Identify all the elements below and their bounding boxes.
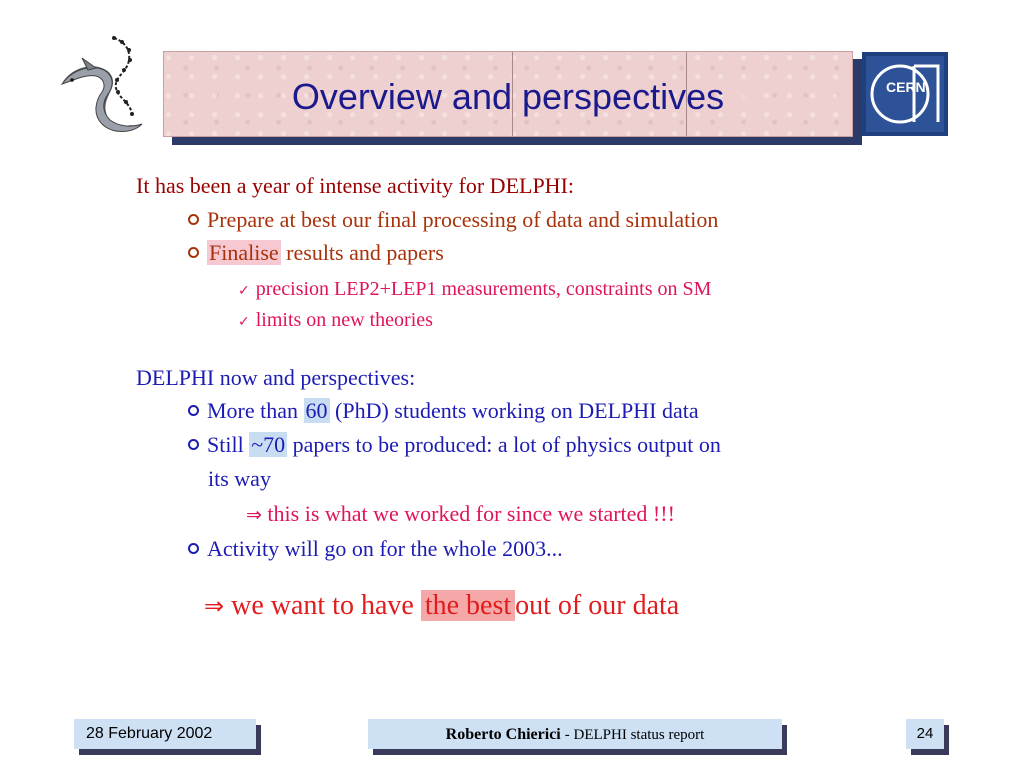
section2-bullet-2 <box>188 432 721 458</box>
section2-bullet-3 <box>188 536 563 562</box>
delphi-dolphin-logo <box>52 30 162 140</box>
checkmark-icon: ✓ <box>238 314 250 330</box>
the-best-highlight: the best <box>421 590 515 621</box>
footer-report: - DELPHI status report <box>564 727 705 743</box>
section2-bullet-2-a: Still <box>207 432 244 457</box>
bullet-circle-icon <box>188 543 199 554</box>
section2-bullet-2-continuation: its way <box>208 466 271 491</box>
cern-logo-text: CERN <box>886 79 926 95</box>
section2-heading: DELPHI now and perspectives: <box>136 365 416 390</box>
slide-title: Overview and perspectives <box>291 76 725 117</box>
students-count-highlight: 60 <box>305 398 328 423</box>
title-banner <box>163 51 853 137</box>
footer-page-box <box>906 719 944 749</box>
section1-sub-2 <box>238 309 433 332</box>
finalise-highlight: Finalise <box>209 240 279 265</box>
section2-bullet-1-a: More than <box>207 398 299 423</box>
conclusion-line <box>204 590 679 622</box>
checkmark-icon: ✓ <box>238 283 250 299</box>
section2-bullet-2-b: papers to be produced: a lot of physics output on <box>292 432 721 457</box>
section1-sub-1 <box>238 278 711 301</box>
bullet-circle-icon <box>188 214 199 225</box>
footer-date-box <box>74 719 256 749</box>
cern-logo <box>862 52 948 136</box>
footer-author: Roberto Chierici <box>445 726 561 743</box>
section2-bullet-3-text: Activity will go on for the whole 2003... <box>207 536 563 561</box>
section2-arrow-line <box>246 501 675 527</box>
bullet-circle-icon <box>188 247 199 258</box>
footer-date: 28 February 2002 <box>86 725 213 742</box>
section2-bullet-1-b: (PhD) students working on DELPHI data <box>335 398 699 423</box>
page-number: 24 <box>916 725 934 742</box>
footer-center-box <box>368 719 782 749</box>
bullet-circle-icon <box>188 439 199 450</box>
section2-bullet-1 <box>188 398 699 424</box>
conclusion-b: out of our data <box>515 590 680 621</box>
footer-author-line <box>368 726 782 744</box>
bullet-circle-icon <box>188 405 199 416</box>
section2-arrow-text: this is what we worked for since we started !!! <box>267 501 675 526</box>
implies-arrow-icon: ⇒ <box>246 504 262 526</box>
section1-bullet-2-text: results and papers <box>286 240 444 265</box>
section1-heading: It has been a year of intense activity for DELPHI: <box>136 173 575 198</box>
section1-bullet-1 <box>188 207 718 233</box>
conclusion-a: we want to have <box>231 590 414 621</box>
section1-sub-2-text: limits on new theories <box>255 309 433 331</box>
papers-count-highlight: ~70 <box>251 432 286 457</box>
section1-sub-1-text: precision LEP2+LEP1 measurements, constraints on SM <box>255 278 712 300</box>
section1-bullet-1-text: Prepare at best our final processing of data and simulation <box>207 207 719 232</box>
implies-arrow-icon: ⇒ <box>204 592 225 620</box>
section1-bullet-2 <box>188 240 444 266</box>
